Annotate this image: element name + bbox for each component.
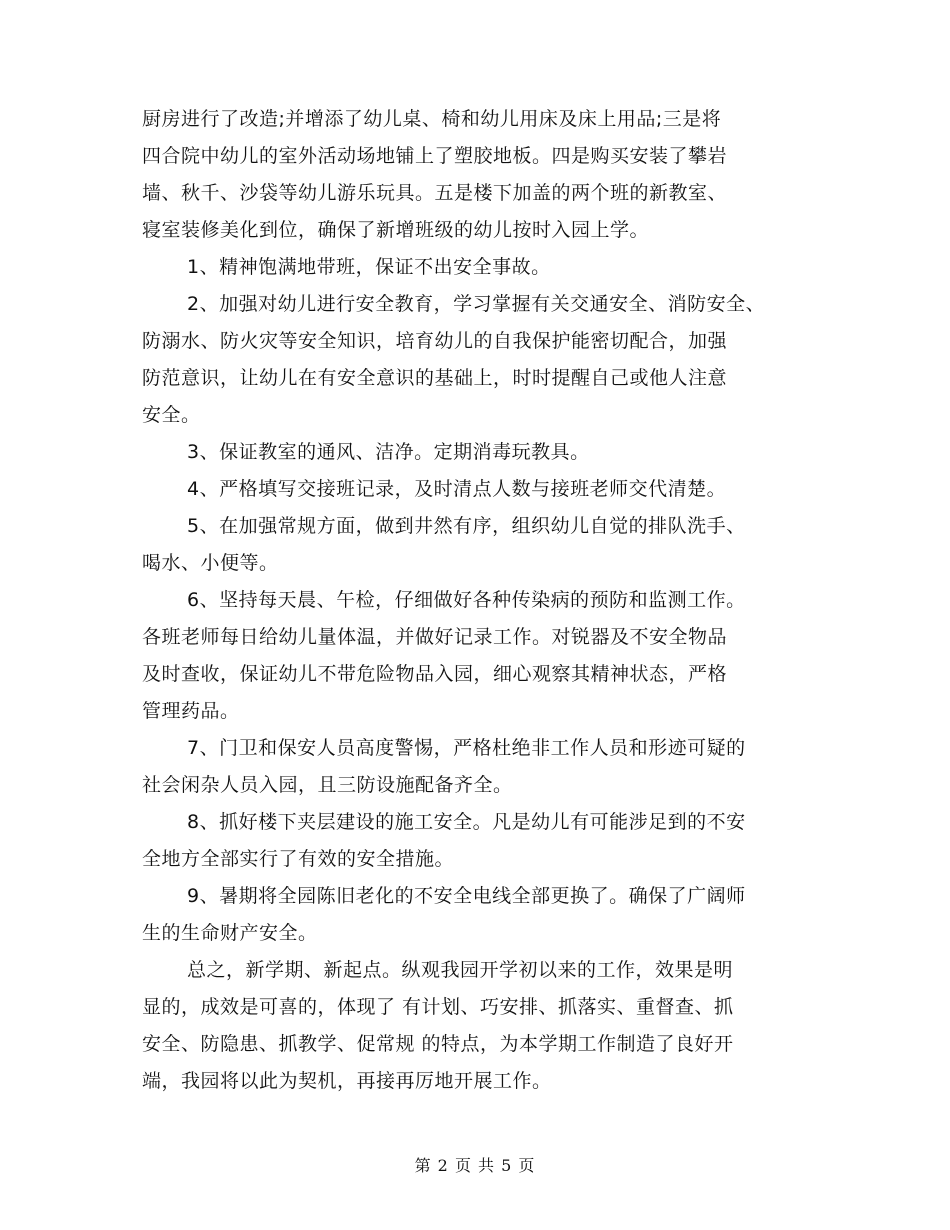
text-line: 8、抓好楼下夹层建设的施工安全。凡是幼儿有可能涉足到的不安: [187, 811, 746, 833]
text-line: 1、精神饱满地带班，保证不出安全事故。: [187, 256, 551, 278]
text-line: 喝水、小便等。: [142, 552, 279, 574]
page-number-footer: 第 2 页 共 5 页: [414, 1156, 536, 1175]
text-line: 四合院中幼儿的室外活动场地铺上了塑胶地板。四是购买安装了攀岩: [142, 145, 728, 167]
text-line: 各班老师每日给幼儿量体温，并做好记录工作。对锐器及不安全物品: [142, 626, 728, 648]
text-line: 7、门卫和保安人员高度警惕，严格杜绝非工作人员和形迹可疑的: [187, 737, 746, 759]
text-line: 6、坚持每天晨、午检，仔细做好各种传染病的预防和监测工作。: [187, 589, 746, 611]
text-line: 4、严格填写交接班记录，及时清点人数与接班老师交代清楚。: [187, 478, 727, 500]
text-line: 安全。: [142, 404, 201, 426]
text-line: 管理药品。: [142, 700, 240, 722]
text-line: 及时查收，保证幼儿不带危险物品入园，细心观察其精神状态，严格: [142, 663, 728, 685]
text-line: 寝室装修美化到位，确保了新增班级的幼儿按时入园上学。: [142, 219, 650, 241]
text-line: 安全、防隐患、抓教学、促常规 的特点，为本学期工作制造了良好开: [142, 1033, 734, 1055]
text-line: 总之，新学期、新起点。纵观我园开学初以来的工作，效果是明: [187, 959, 734, 981]
text-line: 9、暑期将全园陈旧老化的不安全电线全部更换了。确保了广阔师: [187, 885, 746, 907]
text-line: 生的生命财产安全。: [142, 922, 318, 944]
text-line: 厨房进行了改造;并增添了幼儿桌、椅和幼儿用床及床上用品;三是将: [142, 108, 722, 130]
text-line: 3、保证教室的通风、洁净。定期消毒玩教具。: [187, 441, 590, 463]
text-line: 社会闲杂人员入园，且三防设施配备齐全。: [142, 774, 513, 796]
text-line: 防范意识，让幼儿在有安全意识的基础上，时时提醒自己或他人注意: [142, 367, 728, 389]
text-line: 墙、秋千、沙袋等幼儿游乐玩具。五是楼下加盖的两个班的新教室、: [142, 182, 728, 204]
text-line: 2、加强对幼儿进行安全教育，学习掌握有关交通安全、消防安全、: [187, 293, 766, 315]
text-line: 5、在加强常规方面，做到井然有序，组织幼儿自觉的排队洗手、: [187, 515, 746, 537]
text-line: 防溺水、防火灾等安全知识，培育幼儿的自我保护能密切配合，加强: [142, 330, 728, 352]
text-line: 端，我园将以此为契机，再接再厉地开展工作。: [142, 1070, 552, 1092]
text-line: 显的，成效是可喜的，体现了 有计划、巧安排、抓落实、重督查、抓: [142, 996, 734, 1018]
text-line: 全地方全部实行了有效的安全措施。: [142, 848, 455, 870]
